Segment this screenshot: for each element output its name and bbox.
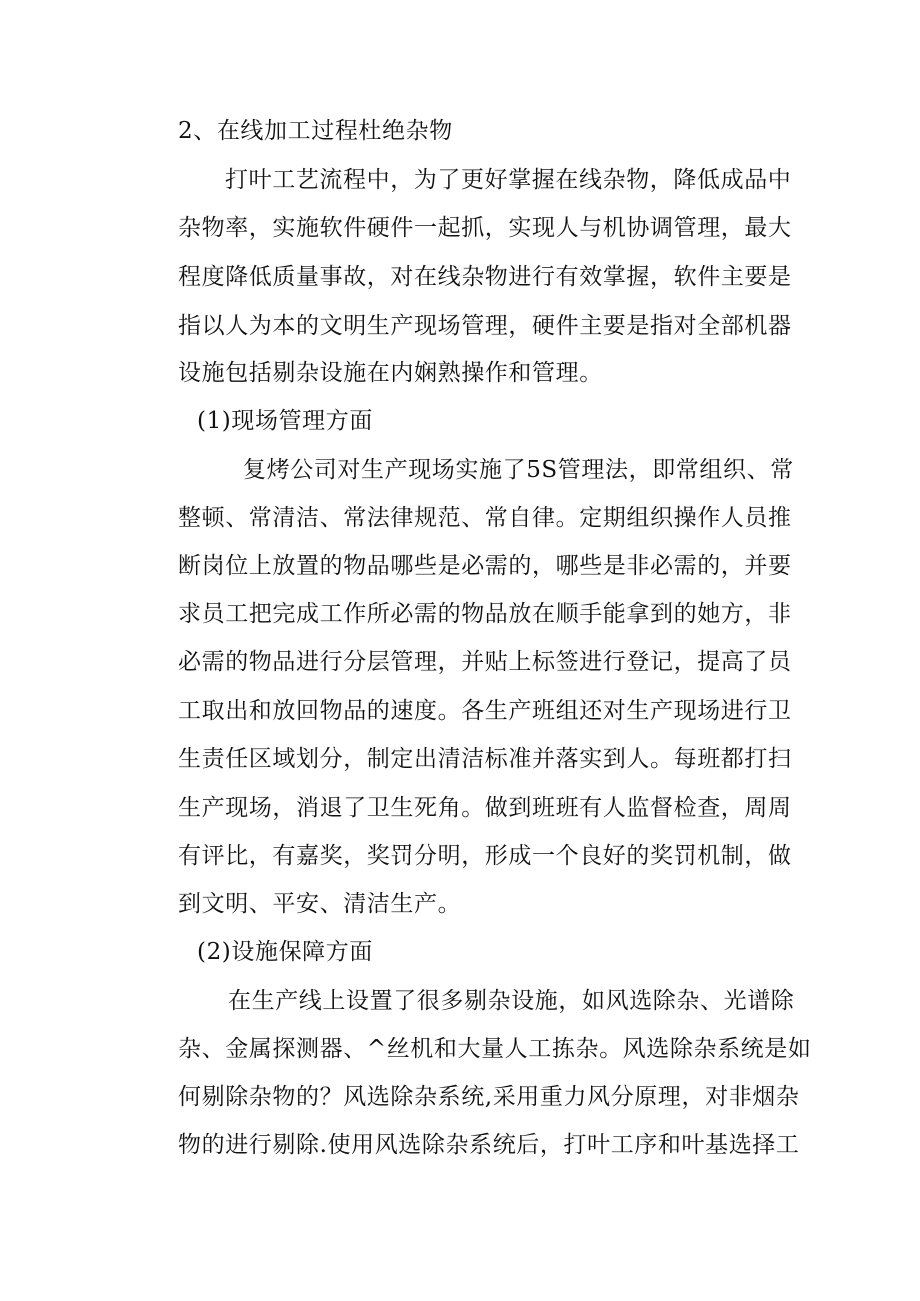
paragraph2-line-5: 必需的物品进行分层管理，并贴上标签进行登记，提高了员: [178, 649, 792, 675]
paragraph2-line-10: 到文明、平安、清洁生产。: [178, 891, 462, 917]
paragraph2-line-2: 整顿、常清洁、常法律规范、常自律。定期组织操作人员推: [178, 505, 792, 531]
paragraph2-line-3: 断岗位上放置的物品哪些是必需的，哪些是非必需的，并要: [178, 553, 792, 579]
subheading-facility-assurance: (2)设施保障方面: [197, 939, 373, 965]
paragraph3-line-3: 何剔除杂物的？风选除杂系统,采用重力风分原理，对非烟杂: [178, 1084, 800, 1110]
paragraph2-line-8: 生产现场，消退了卫生死角。做到班班有人监督检查，周周: [178, 795, 792, 821]
paragraph2-line-9: 有评比，有嘉奖，奖罚分明，形成一个良好的奖罚机制，做: [178, 843, 792, 869]
section-heading: 2、在线加工过程杜绝杂物: [178, 118, 453, 144]
paragraph2-line-1: 复烤公司对生产现场实施了5S管理法，即常组织、常: [243, 457, 794, 483]
paragraph2-line-7: 生责任区域划分，制定出清洁标准并落实到人。每班都打扫: [178, 746, 792, 772]
paragraph3-line-4: 物的进行剔除.使用风选除杂系统后，打叶工序和叶基选择工: [178, 1132, 800, 1158]
paragraph1-line-4: 指以人为本的文明生产现场管理，硬件主要是指对全部机器: [178, 313, 792, 339]
paragraph2-line-6: 工取出和放回物品的速度。各生产班组还对生产现场进行卫: [178, 698, 792, 724]
paragraph1-line-3: 程度降低质量事故，对在线杂物进行有效掌握，软件主要是: [178, 264, 792, 290]
subheading-site-management: (1)现场管理方面: [197, 408, 373, 434]
paragraph3-line-1: 在生产线上设置了很多剔杂设施，如风选除杂、光谱除: [228, 988, 795, 1014]
paragraph1-line-5: 设施包括剔杂设施在内娴熟操作和管理。: [178, 360, 603, 386]
paragraph1-line-1: 打叶工艺流程中，为了更好掌握在线杂物，降低成品中: [225, 167, 792, 193]
paragraph1-line-2: 杂物率，实施软件硬件一起抓，实现人与机协调管理，最大: [178, 215, 792, 241]
paragraph3-line-2: 杂、金属探测器、^丝机和大量人工拣杂。风选除杂系统是如: [178, 1036, 812, 1062]
paragraph2-line-4: 求员工把完成工作所必需的物品放在顺手能拿到的她方，非: [178, 601, 792, 627]
